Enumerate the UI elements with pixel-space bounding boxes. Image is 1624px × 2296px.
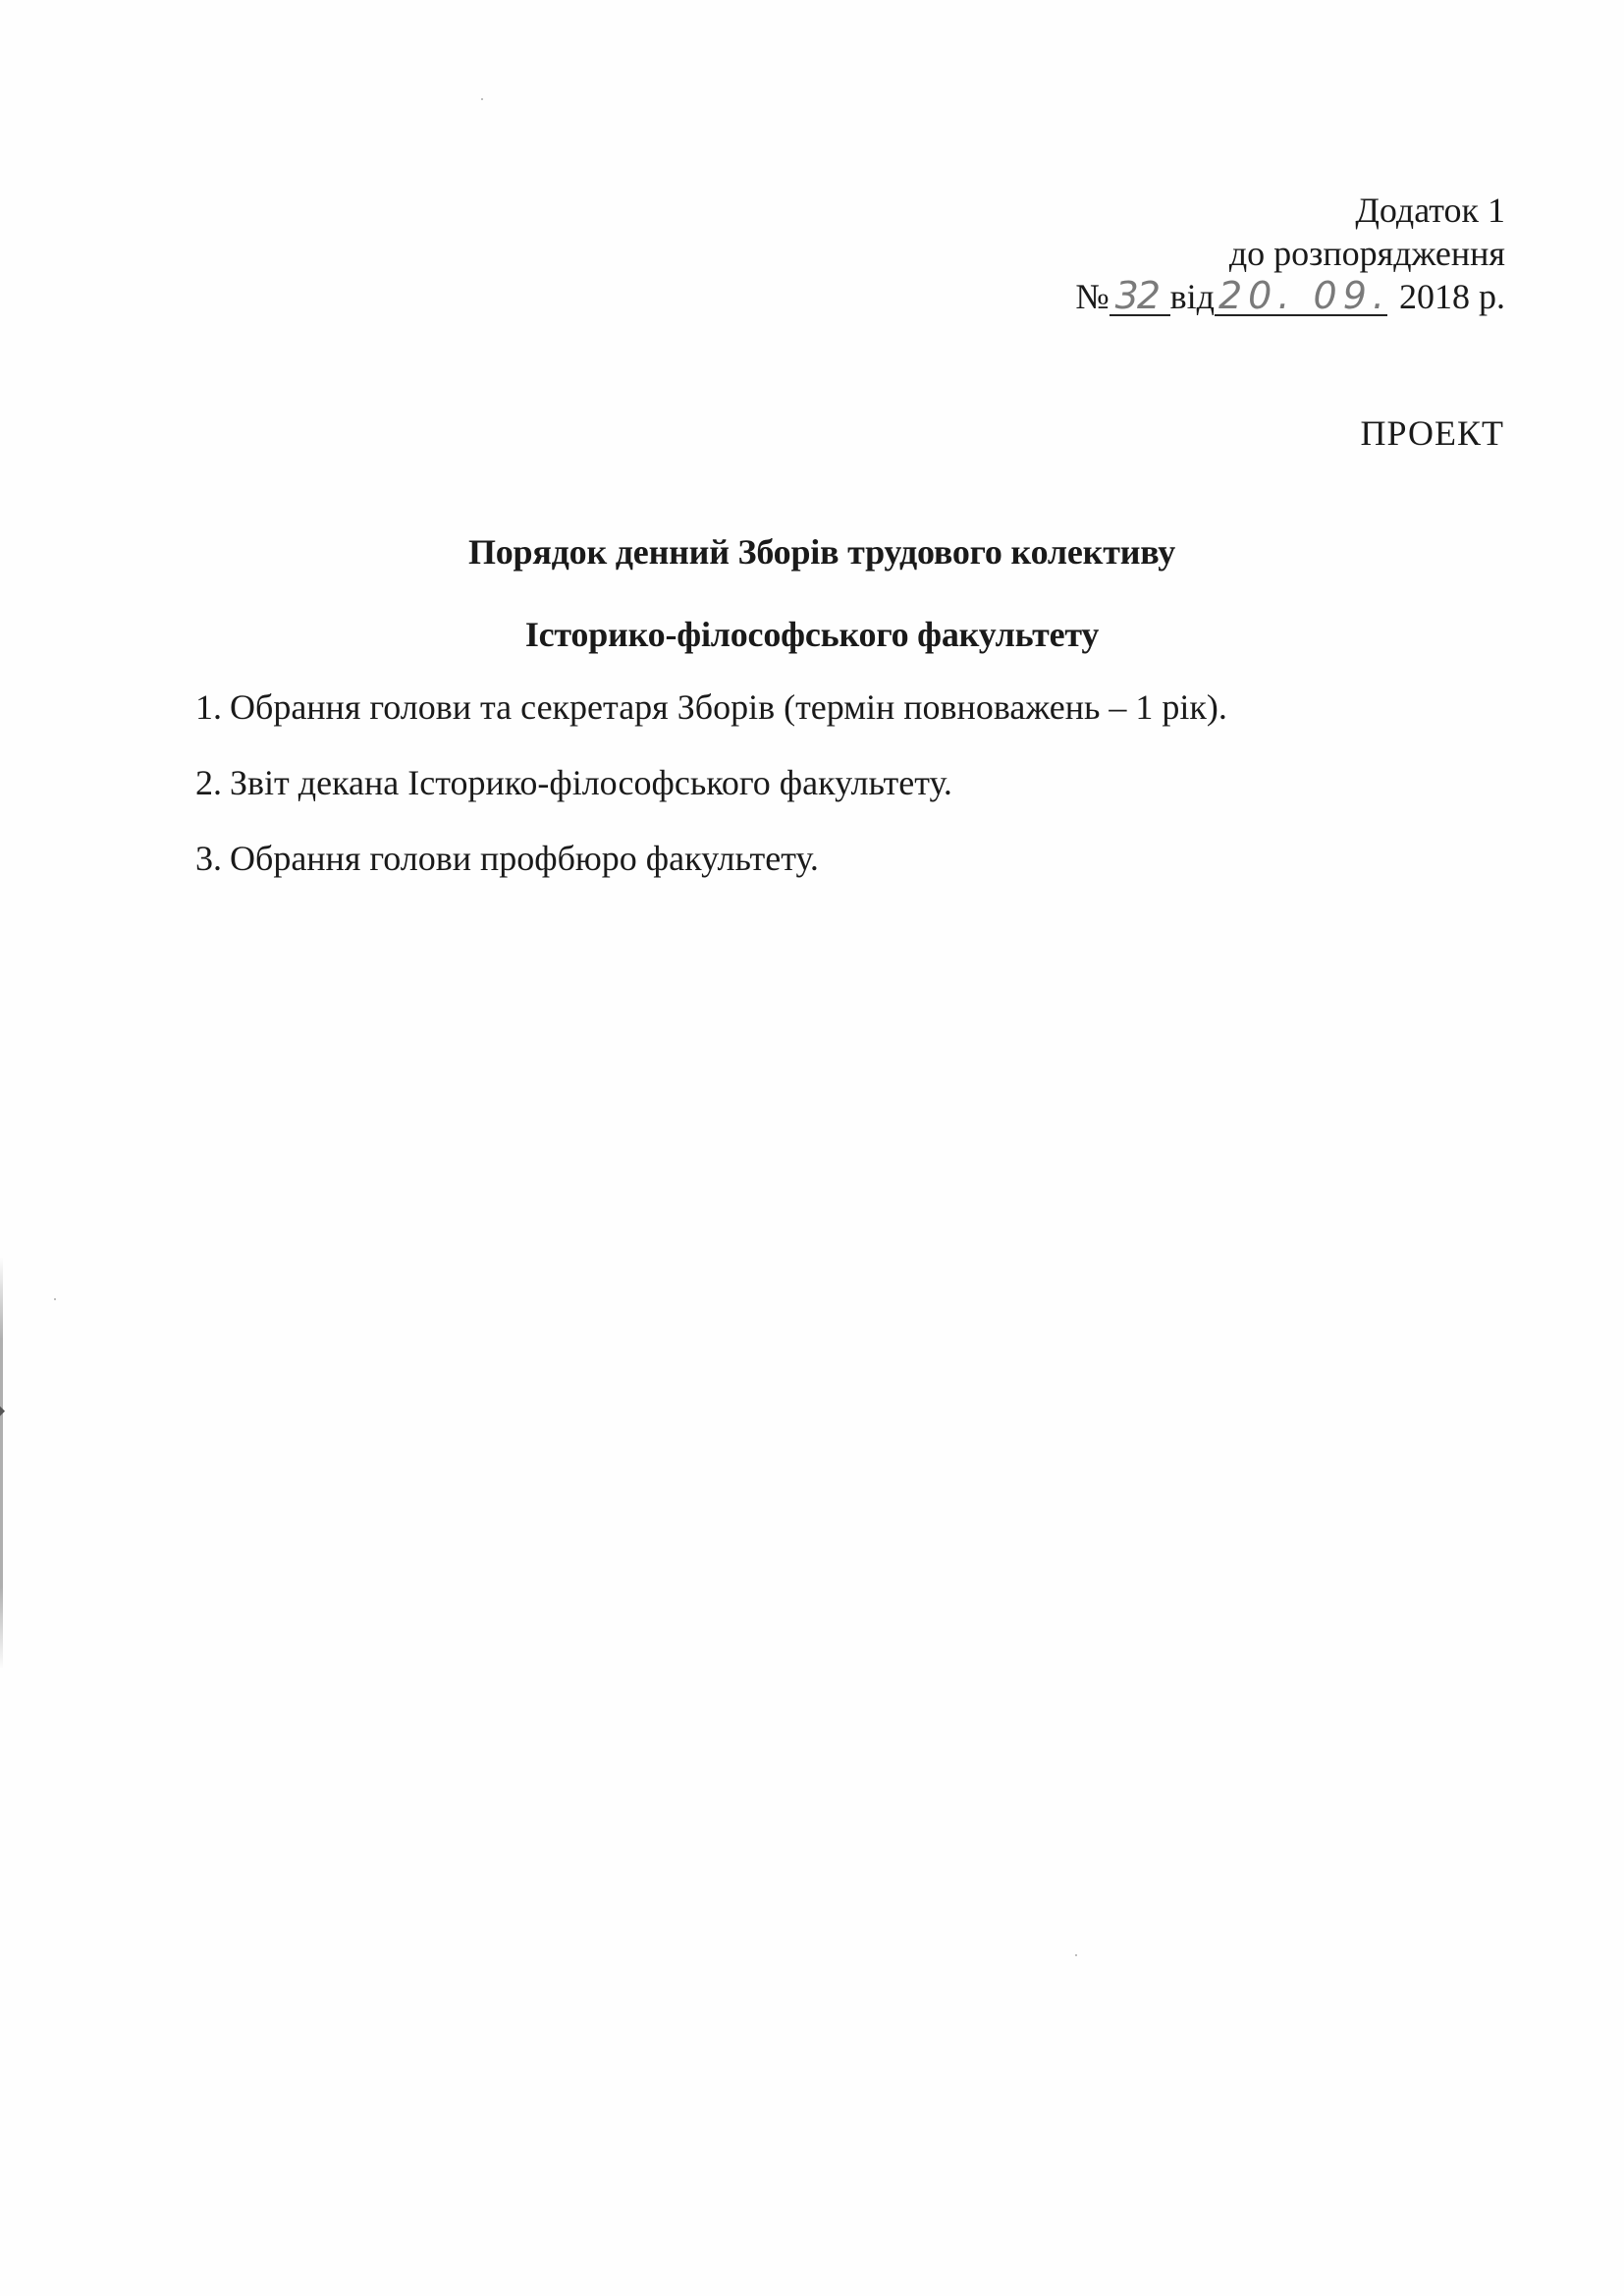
agenda-item-text: Обрання голови та секретаря Зборів (термін повноважень – 1 рік).	[230, 687, 1227, 727]
scan-speck	[481, 98, 483, 100]
annex-title: Додаток 1	[1355, 191, 1505, 230]
agenda-item-number: 1.	[195, 687, 222, 727]
document-title	[0, 530, 1624, 695]
number-sign: №	[1075, 277, 1110, 316]
order-reference	[1075, 275, 1505, 318]
agenda-item-text: Обрання голови профбюро факультету.	[230, 839, 819, 878]
agenda-item-number: 2.	[195, 763, 222, 802]
scan-speck	[1075, 1954, 1077, 1956]
agenda-item	[195, 685, 1227, 729]
scan-edge-artifact	[0, 1257, 3, 1669]
agenda-item-text: Звіт декана Історико-філософського факультету.	[230, 763, 952, 802]
order-date-handwritten: 20. 09.	[1215, 277, 1387, 316]
title-line-1: Порядок денний Зборів трудового колективу	[467, 532, 1176, 572]
annex-header	[1075, 189, 1505, 318]
annex-subtitle: до розпорядження	[1228, 234, 1505, 273]
order-year: 2018 р.	[1399, 277, 1505, 316]
draft-label: ПРОЕКТ	[1360, 413, 1504, 453]
agenda-item	[195, 761, 1227, 804]
agenda-list	[195, 685, 1227, 912]
order-number-handwritten: 32	[1110, 277, 1170, 316]
agenda-item-number: 3.	[195, 839, 222, 878]
date-prefix: від	[1169, 277, 1215, 316]
scan-notch-artifact	[0, 1406, 5, 1416]
title-line-2: Історико-філософського факультету	[524, 615, 1100, 654]
scan-speck	[54, 1298, 56, 1300]
agenda-item	[195, 837, 1227, 880]
